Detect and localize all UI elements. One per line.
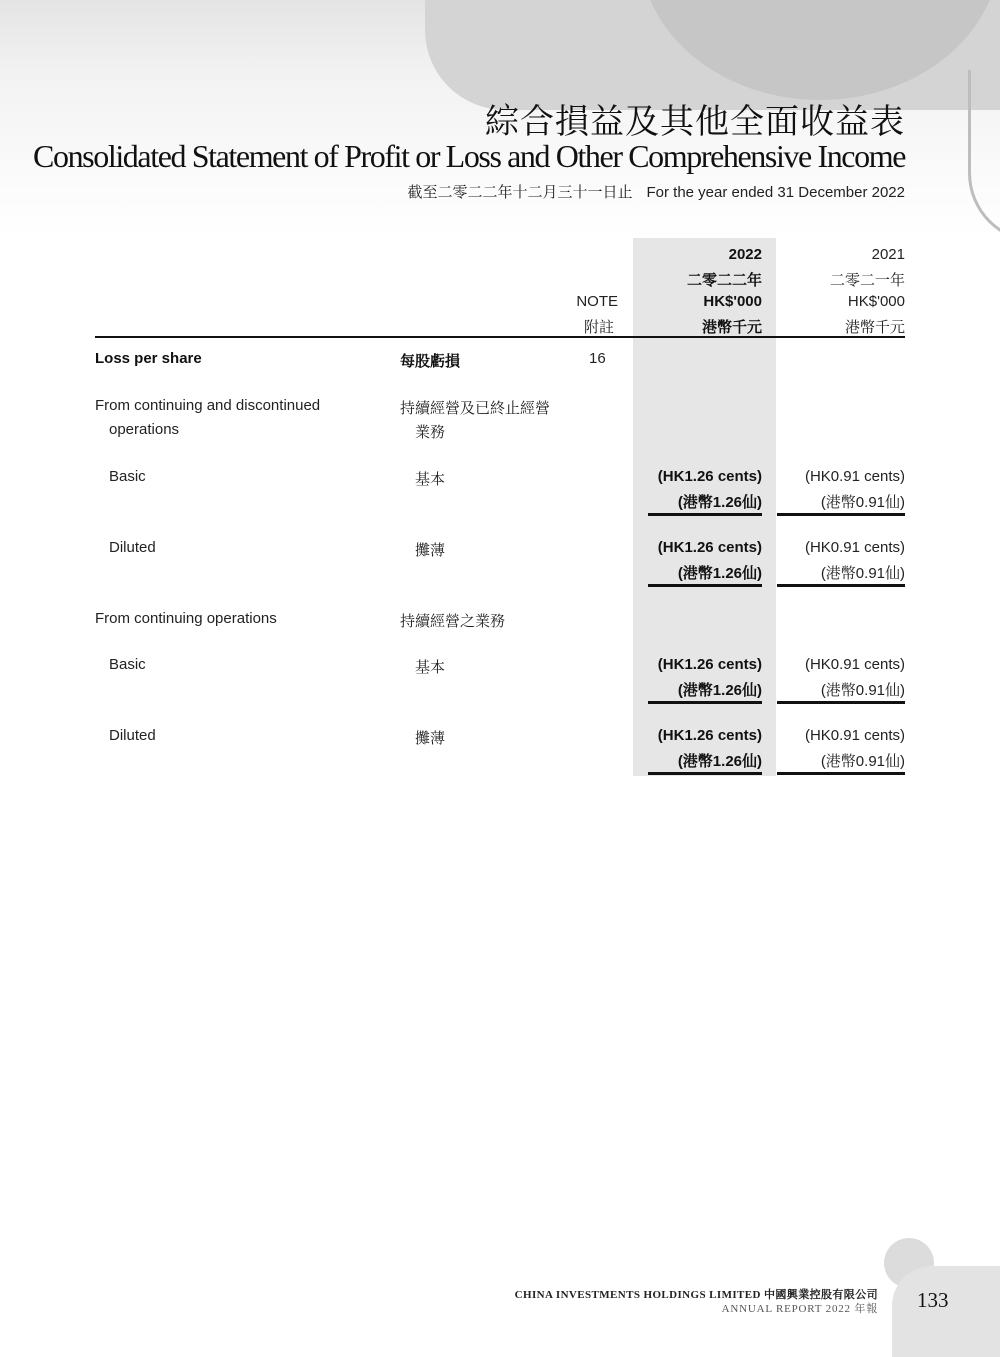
cont-basic-label-zh: 基本 <box>415 659 446 676</box>
note-header: NOTE <box>576 293 618 310</box>
cont-disc-basic-prior-zh: (港幣0.91仙) <box>820 494 905 511</box>
footer-report-title: ANNUAL REPORT 2022 年報 <box>721 1303 878 1315</box>
total-rule <box>648 701 762 704</box>
current-unit-header-zh: 港幣千元 <box>701 319 762 336</box>
cont-basic-current-zh: (港幣1.26仙) <box>677 682 762 699</box>
note-header-zh: 附註 <box>583 319 614 336</box>
cont-disc-label: From continuing and discontinued <box>95 397 321 414</box>
cont-disc-basic-current-zh: (港幣1.26仙) <box>677 494 762 511</box>
cont-diluted-current-zh: (港幣1.26仙) <box>677 753 762 770</box>
cont-disc-diluted-current: (HK1.26 cents) <box>657 539 762 556</box>
cont-basic-prior: (HK0.91 cents) <box>804 656 905 673</box>
cont-diluted-prior-zh: (港幣0.91仙) <box>820 753 905 770</box>
cont-disc-label-zh-cont: 業務 <box>415 424 446 441</box>
cont-disc-diluted-prior-zh: (港幣0.91仙) <box>820 565 905 582</box>
total-rule <box>777 584 905 587</box>
cont-disc-label-zh: 持續經營及已終止經營 <box>400 400 551 417</box>
current-year-header-zh: 二零二二年 <box>686 272 762 289</box>
period-subtitle-zh: 截至二零二二年十二月三十一日止 <box>407 184 633 201</box>
cont-disc-diluted-label-zh: 攤薄 <box>415 542 446 559</box>
footer-company-name: CHINA INVESTMENTS HOLDINGS LIMITED 中國興業控股有限公司 <box>514 1289 878 1301</box>
page-title-en: Consolidated Statement of Profit or Loss and Other Comprehensive Income <box>33 138 905 174</box>
cont-disc-basic-current: (HK1.26 cents) <box>657 468 762 485</box>
cont-disc-diluted-prior: (HK0.91 cents) <box>804 539 905 556</box>
total-rule <box>777 513 905 516</box>
prior-unit-header: HK$'000 <box>847 293 905 310</box>
cont-diluted-label: Diluted <box>109 727 156 744</box>
cont-disc-diluted-current-zh: (港幣1.26仙) <box>677 565 762 582</box>
cont-diluted-prior: (HK0.91 cents) <box>804 727 905 744</box>
loss-per-share-label-zh: 每股虧損 <box>400 353 461 370</box>
current-unit-header: HK$'000 <box>703 293 762 310</box>
total-rule <box>648 772 762 775</box>
period-subtitle-en: For the year ended 31 December 2022 <box>646 184 905 201</box>
cont-label-zh: 持續經營之業務 <box>400 613 506 630</box>
prior-year-header-zh: 二零二一年 <box>829 272 905 289</box>
loss-per-share-label: Loss per share <box>95 350 202 367</box>
total-rule <box>777 772 905 775</box>
cont-basic-current: (HK1.26 cents) <box>657 656 762 673</box>
cont-basic-label: Basic <box>109 656 146 673</box>
total-rule <box>648 584 762 587</box>
cont-diluted-current: (HK1.26 cents) <box>657 727 762 744</box>
cont-disc-diluted-label: Diluted <box>109 539 156 556</box>
loss-per-share-note: 16 <box>589 350 606 367</box>
cont-disc-basic-prior: (HK0.91 cents) <box>804 468 905 485</box>
header-rule <box>95 336 905 338</box>
page-title-zh: 綜合損益及其他全面收益表 <box>485 102 905 142</box>
cont-disc-basic-label: Basic <box>109 468 146 485</box>
period-subtitle <box>407 181 905 202</box>
cont-basic-prior-zh: (港幣0.91仙) <box>820 682 905 699</box>
cont-label: From continuing operations <box>95 610 277 627</box>
cont-disc-basic-label-zh: 基本 <box>415 471 446 488</box>
current-year-header: 2022 <box>728 246 762 263</box>
cont-disc-label-cont: operations <box>109 421 180 438</box>
page-number: 133 <box>917 1288 949 1312</box>
total-rule <box>777 701 905 704</box>
prior-unit-header-zh: 港幣千元 <box>844 319 905 336</box>
prior-year-header: 2021 <box>871 246 905 263</box>
total-rule <box>648 513 762 516</box>
cont-diluted-label-zh: 攤薄 <box>415 730 446 747</box>
